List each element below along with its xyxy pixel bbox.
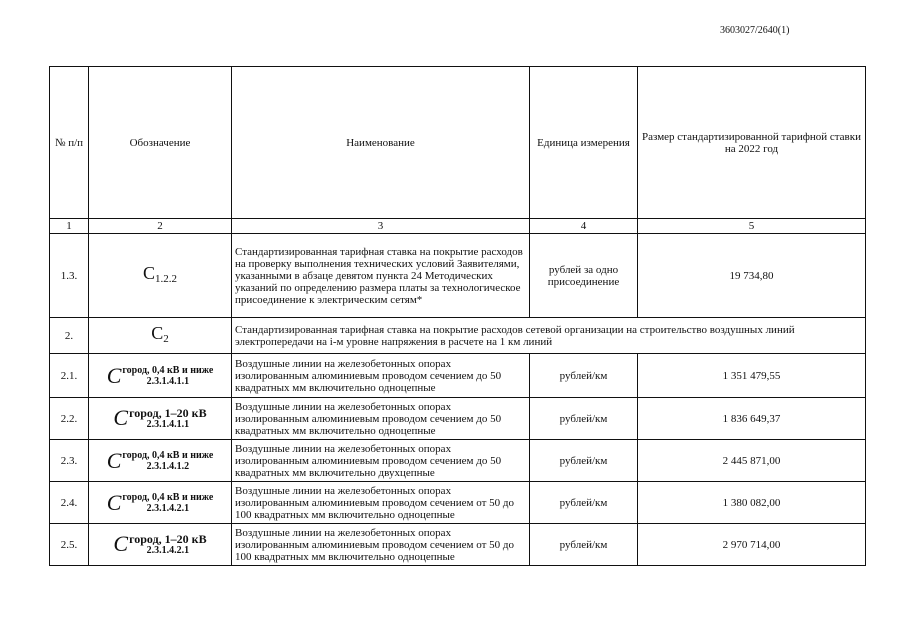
column-number: 4	[530, 219, 638, 234]
row-unit: рублей/км	[530, 482, 638, 524]
column-number-row	[50, 219, 866, 234]
row-name: Воздушные линии на железобетонных опорах изолированным алюминиевым проводом сечением до 50 квадратных мм включительно одноцепные	[232, 398, 530, 440]
header-number: № п/п	[50, 67, 89, 219]
column-number: 5	[638, 219, 866, 234]
row-value: 19 734,80	[638, 234, 866, 318]
row-number: 2.4.	[50, 482, 89, 524]
row-unit: рублей/км	[530, 354, 638, 398]
row-value: 2 445 871,00	[638, 440, 866, 482]
header-designation: Обозначение	[89, 67, 232, 219]
row-code	[89, 440, 232, 482]
column-number: 3	[232, 219, 530, 234]
row-name: Стандартизированная тарифная ставка на покрытие расходов сетевой организации на строительство воздушных линий электропередачи на i-м уровне напряжения в расчете на 1 км линий	[232, 318, 866, 354]
code-subscript: 2	[163, 332, 169, 345]
header-name: Наименование	[232, 67, 530, 219]
code-subscript: 2.3.1.4.1.2	[146, 460, 190, 472]
row-name: Воздушные линии на железобетонных опорах изолированным алюминиевым проводом сечением до 50 квадратных мм включительно одноцепные	[232, 354, 530, 398]
row-number: 1.3.	[50, 234, 89, 318]
header-rate-size: Размер стандартизированной тарифной ставки на 2022 год	[638, 67, 866, 219]
table-row	[50, 354, 866, 398]
code-subscript: 2.3.1.4.1.1	[146, 375, 190, 387]
row-name: Воздушные линии на железобетонных опорах изолированным алюминиевым проводом сечением от 50 до 100 квадратных мм включительно одноцепные	[232, 524, 530, 566]
code-superscript: город, 1–20 кВ	[129, 406, 207, 420]
code-superscript: город, 0,4 кВ и ниже	[122, 491, 214, 503]
row-number: 2.3.	[50, 440, 89, 482]
code-subscript: 2.3.1.4.2.1	[146, 502, 190, 514]
code-main: C	[106, 447, 122, 473]
code-superscript: город, 1–20 кВ	[129, 532, 207, 546]
row-unit: рублей за одно присоединение	[530, 234, 638, 318]
table-row	[50, 440, 866, 482]
column-number: 2	[89, 219, 232, 234]
code-main: C	[106, 489, 122, 515]
row-number: 2.5.	[50, 524, 89, 566]
row-code	[89, 234, 232, 318]
column-number: 1	[50, 219, 89, 234]
row-code	[89, 318, 232, 354]
code-main: C	[151, 322, 164, 343]
row-value: 1 836 649,37	[638, 398, 866, 440]
row-name: Стандартизированная тарифная ставка на покрытие расходов на проверку выполнения технических условий Заявителями, указанными в абзаце девятом пункта 24 Методических указаний по определению размера платы за технологическое присоединение к электрическим сетям*	[232, 234, 530, 318]
row-name: Воздушные линии на железобетонных опорах изолированным алюминиевым проводом сечением от 50 до 100 квадратных мм включительно одноцепные	[232, 482, 530, 524]
code-main: C	[113, 531, 129, 556]
table-row	[50, 524, 866, 566]
row-code	[89, 482, 232, 524]
row-code	[89, 398, 232, 440]
code-subscript: 2.3.1.4.2.1	[146, 545, 190, 556]
row-unit: рублей/км	[530, 440, 638, 482]
row-value: 1 351 479,55	[638, 354, 866, 398]
row-number: 2.2.	[50, 398, 89, 440]
row-code	[89, 354, 232, 398]
code-main: C	[142, 262, 155, 283]
document-number: 3603027/2640(1)	[720, 25, 790, 36]
table-row	[50, 482, 866, 524]
code-main: C	[106, 362, 122, 388]
row-value: 2 970 714,00	[638, 524, 866, 566]
row-unit: рублей/км	[530, 398, 638, 440]
table-row	[50, 234, 866, 318]
code-subscript: 1.2.2	[155, 272, 177, 285]
code-superscript: город, 0,4 кВ и ниже	[122, 449, 214, 461]
row-value: 1 380 082,00	[638, 482, 866, 524]
tariff-table	[49, 66, 866, 566]
row-name: Воздушные линии на железобетонных опорах изолированным алюминиевым проводом сечением до 50 квадратных мм включительно двухцепные	[232, 440, 530, 482]
row-number: 2.1.	[50, 354, 89, 398]
table-row	[50, 318, 866, 354]
code-main: C	[113, 405, 129, 430]
table-row	[50, 398, 866, 440]
code-superscript: город, 0,4 кВ и ниже	[122, 364, 214, 376]
row-unit: рублей/км	[530, 524, 638, 566]
table-header-row	[50, 67, 866, 219]
code-subscript: 2.3.1.4.1.1	[146, 419, 190, 430]
header-unit: Единица измерения	[530, 67, 638, 219]
row-code	[89, 524, 232, 566]
row-number: 2.	[50, 318, 89, 354]
